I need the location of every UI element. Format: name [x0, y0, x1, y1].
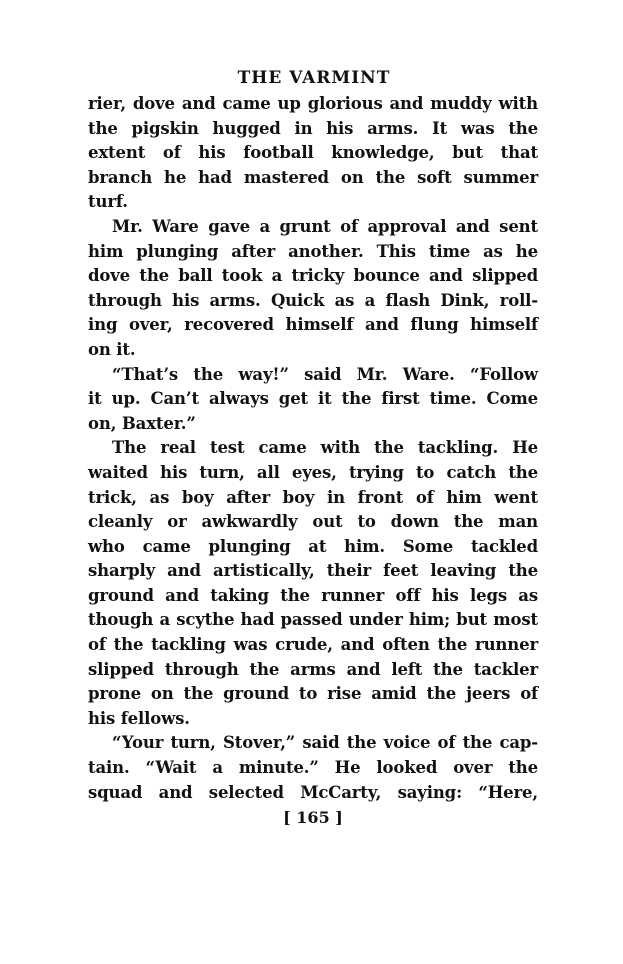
- book-page: [88, 64, 538, 830]
- text-line: though a scythe had passed under him; but most: [88, 610, 538, 630]
- text-line: of the tackling was crude, and often the runner: [88, 635, 538, 655]
- body-text: [88, 92, 538, 805]
- running-head: THE VARMINT: [237, 68, 391, 88]
- text-line: it up. Can’t always get it the first time. Come: [88, 389, 538, 409]
- text-line: through his arms. Quick as a flash Dink, roll-: [88, 290, 538, 310]
- text-line: sharply and artistically, their feet leaving the: [88, 561, 538, 581]
- text-line: The real test came with the tackling. He: [112, 438, 538, 458]
- text-line: slipped through the arms and left the tackler: [88, 659, 538, 679]
- text-line: turf.: [88, 192, 128, 212]
- text-line: his fellows.: [88, 708, 190, 728]
- text-line: him plunging after another. This time as he: [88, 241, 538, 261]
- text-line: extent of his football knowledge, but that: [88, 143, 538, 163]
- paragraph: [88, 731, 538, 805]
- text-line: ground and taking the runner off his legs as: [88, 585, 538, 605]
- text-line: who came plunging at him. Some tackled: [88, 536, 538, 556]
- text-line: “Your turn, Stover,” said the voice of the cap-: [112, 733, 538, 753]
- text-line: trick, as boy after boy in front of him went: [88, 487, 538, 507]
- text-line: prone on the ground to rise amid the jeers of: [88, 684, 538, 704]
- text-line: cleanly or awkwardly out to down the man: [88, 512, 538, 532]
- text-line: dove the ball took a tricky bounce and slipped: [88, 266, 538, 286]
- page-number: [ 165 ]: [283, 808, 343, 828]
- text-line: waited his turn, all eyes, trying to catch the: [88, 462, 538, 482]
- text-line: squad and selected McCarty, saying: “Here,: [88, 782, 538, 802]
- text-line: on, Baxter.”: [88, 413, 196, 433]
- text-line: ing over, recovered himself and flung himself: [88, 315, 538, 335]
- text-line: “That’s the way!” said Mr. Ware. “Follow: [112, 364, 538, 384]
- paragraph: [88, 92, 538, 215]
- text-line: branch he had mastered on the soft summer: [88, 167, 538, 187]
- text-line: on it.: [88, 339, 136, 359]
- paragraph: [88, 215, 538, 363]
- text-line: Mr. Ware gave a grunt of approval and sent: [112, 216, 538, 236]
- text-line: rier, dove and came up glorious and muddy with: [88, 94, 538, 113]
- paragraph: [88, 436, 538, 731]
- paragraph: [88, 363, 538, 437]
- text-line: the pigskin hugged in his arms. It was the: [88, 118, 538, 138]
- text-line: tain. “Wait a minute.” He looked over the: [88, 758, 538, 778]
